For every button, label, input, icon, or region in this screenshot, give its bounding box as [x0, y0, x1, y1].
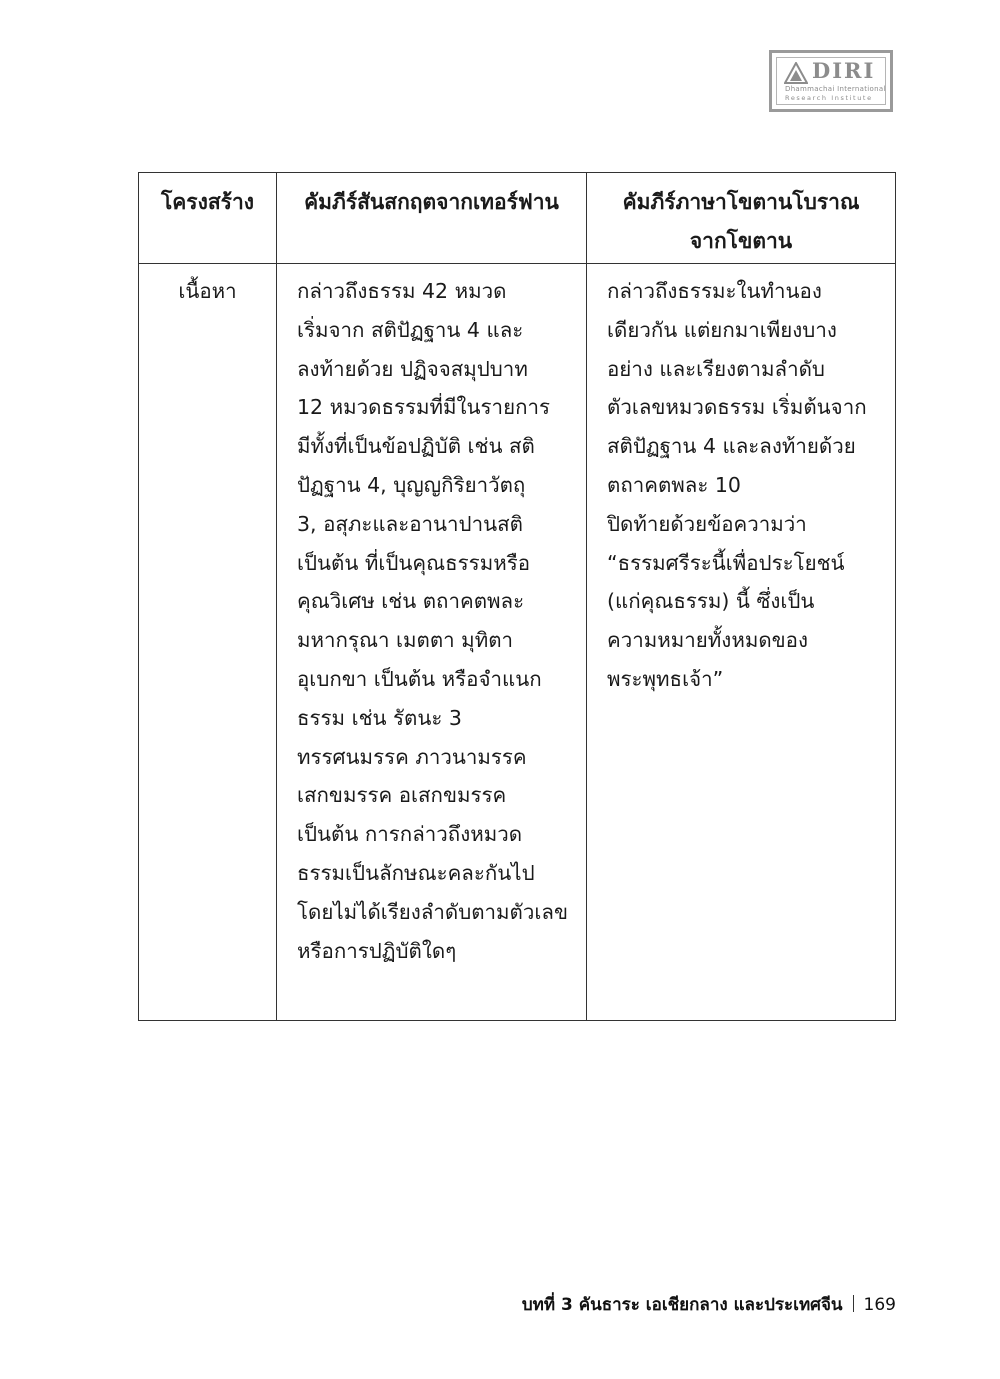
column-divider	[276, 173, 277, 1020]
page-number: 169	[863, 1295, 896, 1315]
footer-separator	[853, 1295, 854, 1312]
comparison-table	[138, 172, 896, 1021]
page-footer	[522, 1291, 896, 1318]
cell-turfan-content: กล่าวถึงธรรม 42 หมวด เริ่มจาก สติปัฏฐาน 4 และ ลงท้ายด้วย ปฏิจจสมุปบาท 12 หมวดธรรมที่มีในรายการ มีทั้งที่เป็นข้อปฏิบัติ เช่น สติ ปัฏฐาน 4, บุญญกิริยาวัตถุ 3, อสุภะและอานาปานสติ เป็นต้น ที่เป็นคุณธรรมหรือ คุณวิเศษ เช่น ตถาคตพละ มหากรุณา เมตตา มุทิตา อุเบกขา เป็นต้น หรือจำแนก ธรรม เช่น รัตนะ 3 ทรรศนมรรค ภาวนามรรค เสกขมรรค อเสกขมรรค เป็นต้น การกล่าวถึงหมวด ธรรมเป็นลักษณะคละกันไป โดยไม่ได้เรียงลำดับตามตัวเลข หรือการปฏิบัติใดๆ	[297, 279, 568, 963]
header-divider	[139, 263, 895, 264]
header-khotanese: คัมภีร์ภาษาโขตานโบราณ จากโขตาน	[622, 190, 860, 253]
logo-mark: DIRI	[812, 58, 876, 83]
logo-subtitle-2: Research Institute	[785, 94, 873, 102]
triangle-logo-icon	[784, 62, 808, 84]
chapter-title: บทที่ 3 คันธาระ เอเชียกลาง และประเทศจีน	[521, 1295, 843, 1315]
header-structure: โครงสร้าง	[160, 190, 254, 214]
header-turfan-sanskrit: คัมภีร์สันสกฤตจากเทอร์ฟาน	[304, 190, 559, 214]
column-divider	[586, 173, 587, 1020]
diri-logo	[769, 50, 893, 112]
row-label-content: เนื้อหา	[178, 279, 237, 303]
logo-subtitle-1: Dhammachai International	[785, 85, 886, 93]
cell-khotanese-content: กล่าวถึงธรรมะในทำนอง เดียวกัน แต่ยกมาเพียงบาง อย่าง และเรียงตามลำดับ ตัวเลขหมวดธรรม เริ่มต้นจาก สติปัฏฐาน 4 และลงท้ายด้วย ตถาคตพละ 10 ปิดท้ายด้วยข้อความว่า “ธรรมศรีระนี้เพื่อประโยชน์ (แก่คุณธรรม) นี้ ซึ่งเป็น ความหมายทั้งหมดของ พระพุทธเจ้า”	[607, 279, 867, 691]
